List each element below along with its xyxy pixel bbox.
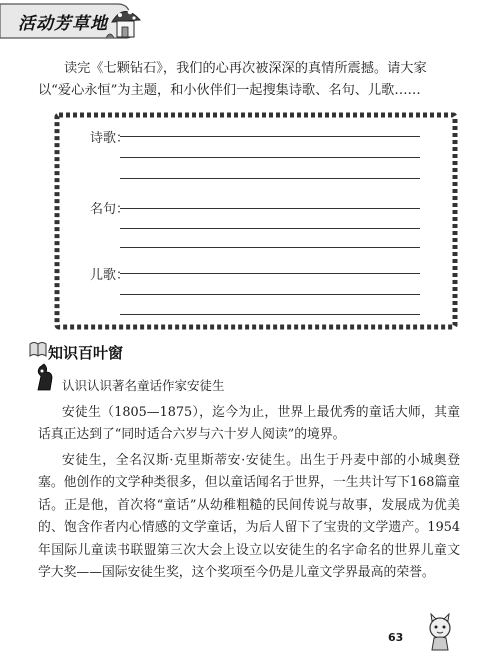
quote-line-3[interactable]	[120, 247, 420, 248]
poem-line-3[interactable]	[120, 178, 420, 179]
quote-label: 名句：	[90, 202, 130, 217]
quote-line-1[interactable]	[120, 208, 420, 209]
quote-line-2[interactable]	[120, 228, 420, 229]
page-number: 63	[388, 631, 404, 644]
intro-paragraph: 读完《七颗钻石》，我们的心再次被深深的真情所震撼。请大家以“爱心永恒”为主题，和小伙伴们一起搜集诗歌、名句、儿歌……	[38, 61, 427, 98]
paragraph-2: 安徒生，全名汉斯·克里斯蒂安·安徒生。出生于丹麦中部的小城奥登塞。他创作的文学种类很多，但以童话闻名于世界，一生共计写下168篇童话。正是他，首次将“童话”从幼稚粗糙的民间传说与故事，发展成为优美的、饱含作者内心情感的文学童话，为后人留下了宝贵的文学遗产。1954年国际儿童读书联盟第三次大会上设立以安徒生的名字命名的世界儿童文学大奖——国际安徒生奖，这个奖项至今仍是儿童文学界最高的荣誉。	[38, 453, 460, 581]
rhyme-line-3[interactable]	[120, 314, 420, 315]
cat-mascot-icon	[420, 612, 460, 652]
knowledge-subtitle: 认识认识著名童话作家安徒生	[62, 378, 225, 393]
header-title: 活动芳草地	[18, 14, 108, 34]
paragraph-1: 安徒生（1805—1875），迄今为止，世界上最优秀的童话大师，其童话真正达到了“同时适合六岁与六十岁人阅读”的境界。	[38, 405, 460, 443]
book-icon	[28, 340, 48, 358]
mascot-icon	[32, 362, 58, 392]
poem-label: 诗歌：	[90, 131, 130, 146]
poem-line-1[interactable]	[120, 136, 420, 137]
rhyme-line-2[interactable]	[120, 294, 420, 295]
rhyme-label: 儿歌：	[90, 268, 130, 283]
poem-line-2[interactable]	[120, 157, 420, 158]
rhyme-line-1[interactable]	[120, 273, 420, 274]
knowledge-title: 知识百叶窗	[48, 344, 124, 362]
